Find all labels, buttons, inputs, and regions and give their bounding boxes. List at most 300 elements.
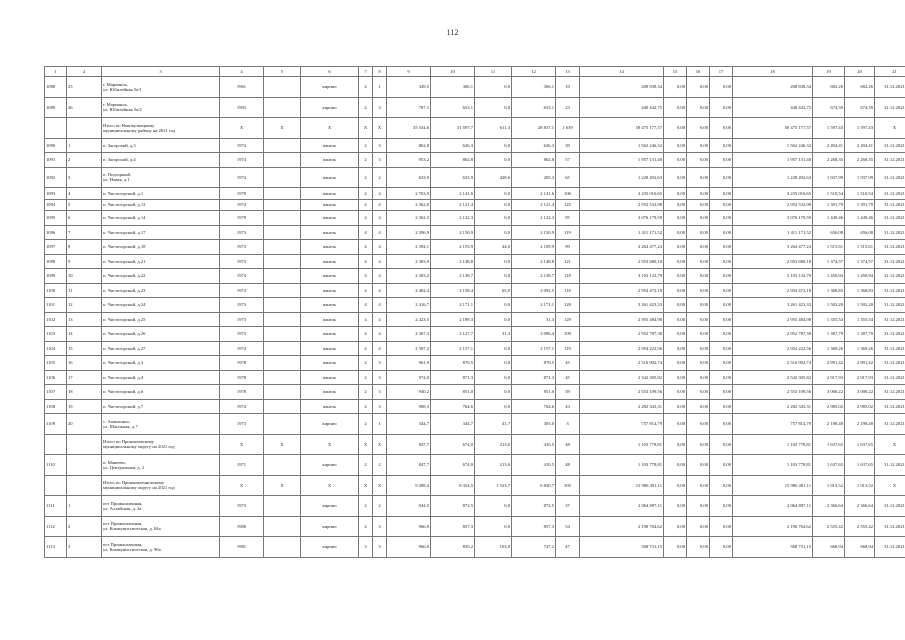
table-cell: 1973 (220, 298, 264, 313)
address-cell: с. Апанасино, ул. Школьная, д.7 (102, 414, 220, 435)
address-cell: п. Загорский, д.4 (102, 153, 220, 168)
table-cell: 0,00 (710, 496, 733, 517)
table-cell: 0,00 (664, 475, 687, 496)
table-cell: 0,0 (475, 254, 512, 269)
table-cell: 65,9 (475, 283, 512, 298)
table-cell: 1 103 778,81 (733, 455, 813, 476)
column-header: 2 (67, 67, 102, 77)
table-row (45, 356, 905, 371)
table-row (45, 414, 905, 435)
table-cell (264, 153, 301, 168)
table-cell: 4 (359, 327, 373, 342)
table-cell: 0,00 (687, 341, 710, 356)
table-cell: 54 (556, 516, 580, 537)
table-cell: 1973 (220, 254, 264, 269)
table-cell: 0,00 (687, 269, 710, 284)
table-cell: 1973 (220, 312, 264, 327)
table-cell: 2 148,8 (431, 254, 475, 269)
table-cell: X (875, 434, 905, 455)
table-cell: 4 (67, 188, 102, 200)
table-row (45, 298, 905, 313)
table-cell: 3 103 132,79 (733, 269, 813, 284)
table-cell: 0,00 (710, 312, 733, 327)
table-cell: 0,00 (710, 434, 733, 455)
table-cell: 3 (373, 356, 387, 371)
table-row (45, 269, 905, 284)
table-cell: 0,00 (664, 97, 687, 118)
page-number: 112 (446, 28, 459, 37)
address-cell: п. Чистогорский, д.13 (102, 199, 220, 211)
table-cell: 1971 (220, 455, 264, 476)
table-cell: 45 (556, 356, 580, 371)
table-cell: 0,0 (475, 211, 512, 226)
table-cell: 2 396,9 (387, 225, 431, 240)
table-cell: 0,00 (664, 385, 687, 400)
table-cell: 668,94 (845, 537, 875, 558)
table-cell (264, 77, 301, 98)
table-cell: 41,7 (475, 414, 512, 435)
table-cell: 2 (359, 356, 373, 371)
table-cell: 961,9 (387, 356, 431, 371)
table-cell: 45 (556, 370, 580, 385)
table-cell: 119 (556, 341, 580, 356)
table-cell: 674,39 (813, 97, 845, 118)
table-cell: 1 449,46 (813, 211, 845, 226)
table-cell: 966,0 (387, 516, 431, 537)
address-cell: п. Чистогорский, д.1 (102, 188, 220, 200)
table-row (45, 240, 905, 255)
table-cell: 0,00 (710, 153, 733, 168)
table-cell: 2 953 680,18 (733, 254, 813, 269)
table-row (45, 118, 905, 139)
table-cell: 395 (556, 475, 580, 496)
table-cell: панель (301, 153, 359, 168)
table-cell: 0,0 (475, 370, 512, 385)
table-cell: X (301, 475, 359, 496)
table-cell: 0,00 (687, 370, 710, 385)
table-cell: 2 282 343,31 (733, 399, 813, 414)
table-cell: 611,3 (475, 118, 512, 139)
table-cell: 1 597,43 (845, 118, 875, 139)
table-cell: 2 985,02 (813, 399, 845, 414)
table-cell (264, 138, 301, 153)
table-cell: 0,00 (687, 138, 710, 153)
table-cell: 1103 (45, 327, 67, 342)
table-cell: 1 355,54 (813, 312, 845, 327)
table-cell: 0,00 (710, 414, 733, 435)
table-cell: 306,1 (512, 77, 556, 98)
table-row (45, 97, 905, 118)
address-cell: п. Чистогорский, д.4 (102, 370, 220, 385)
table-cell: 2 282 343,31 (580, 399, 664, 414)
table-cell: 0,00 (664, 283, 687, 298)
column-header: 19 (813, 67, 845, 77)
table-cell: кирпич (301, 516, 359, 537)
table-cell: 1974 (220, 341, 264, 356)
table-cell: 1112 (45, 516, 67, 537)
address-cell: п. Чистогорский, д.18 (102, 240, 220, 255)
table-cell: 870,5 (512, 356, 556, 371)
table-cell: 2 (359, 399, 373, 414)
table-cell: 4 (359, 312, 373, 327)
table-cell: 1 913,52 (845, 475, 875, 496)
table-cell: 0,00 (710, 516, 733, 537)
table-cell: 944,5 (387, 496, 431, 517)
table-cell: 2 (359, 516, 373, 537)
table-cell: 208 838,34 (580, 77, 664, 98)
table-cell: 2 952 532,98 (733, 199, 813, 211)
table-cell: 3 235 016,65 (580, 188, 664, 200)
table-cell: 2 383,2 (387, 269, 431, 284)
column-header: 15 (664, 67, 687, 77)
table-cell: 1 515,61 (813, 240, 845, 255)
table-cell (67, 475, 102, 496)
table-cell: 2 (359, 77, 373, 98)
table-cell: 0,00 (664, 356, 687, 371)
table-cell: 4 (359, 188, 373, 200)
table-row (45, 455, 905, 476)
table-cell: 0,00 (710, 356, 733, 371)
table-cell: 2 763,9 (387, 188, 431, 200)
table-cell: 871,3 (431, 370, 475, 385)
address-cell: п. Чистогорский, д.23 (102, 283, 220, 298)
table-cell: 31.12.2021 (875, 97, 905, 118)
table-cell: 95 (556, 211, 580, 226)
table-cell: 4 (359, 240, 373, 255)
table-cell: 0,00 (687, 385, 710, 400)
table-cell: 1 411 171,52 (580, 225, 664, 240)
table-cell: 1 (373, 414, 387, 435)
address-cell: г. Мариинск, ул. Юбилейная 5а/1 (102, 77, 220, 98)
table-cell: 1 937,99 (845, 167, 875, 188)
table-cell: 2 092,5 (512, 283, 556, 298)
table-cell: 0,0 (475, 269, 512, 284)
table-cell: X (220, 475, 264, 496)
table-cell: 0,00 (664, 153, 687, 168)
address-cell: Итого по Промышленновскому муниципальному округу на 2021 год (102, 475, 220, 496)
table-cell: 1973 (220, 414, 264, 435)
table-cell: 862,8 (387, 138, 431, 153)
table-cell: X (301, 434, 359, 455)
table-cell: 2 122,3 (512, 211, 556, 226)
table-cell: 0,00 (710, 455, 733, 476)
table-cell: 3 076 179,59 (733, 211, 813, 226)
table-cell: 0,00 (664, 455, 687, 476)
table-cell: 18 (67, 385, 102, 400)
table-cell: 125 (556, 199, 580, 211)
table-cell (264, 240, 301, 255)
table-cell: 682,26 (845, 77, 875, 98)
address-cell: Итого по Новокузнецкому муниципальному району на 2021 год (102, 118, 220, 139)
table-cell: 0,00 (687, 414, 710, 435)
table-cell (67, 455, 102, 476)
table-cell: панель (301, 341, 359, 356)
table-cell: 0,00 (710, 77, 733, 98)
table-cell: 1092 (45, 167, 67, 188)
table-cell: 1973 (220, 225, 264, 240)
table-cell: 2 516 902,74 (733, 356, 813, 371)
address-cell: п. Чистогорский, д.26 (102, 327, 220, 342)
table-cell: 0,00 (664, 118, 687, 139)
table-cell: 39 (556, 138, 580, 153)
table-cell: 1095 (45, 211, 67, 226)
table-cell: 4 (373, 211, 387, 226)
table-cell: 0,00 (664, 211, 687, 226)
table-cell: 1978 (220, 385, 264, 400)
table-cell: 1978 (220, 356, 264, 371)
header-row (45, 67, 905, 77)
table-cell: 3 261 423,33 (733, 298, 813, 313)
table-cell: 0,0 (475, 356, 512, 371)
address-cell: п. Чистогорский, д.6 (102, 385, 220, 400)
table-cell: 31,3 (475, 327, 512, 342)
table-row (45, 254, 905, 269)
table-cell: 1 562 246,32 (580, 138, 664, 153)
table-cell: 1 450,94 (813, 269, 845, 284)
table-cell: 31.12.2021 (875, 138, 905, 153)
table-cell: 862,8 (431, 153, 475, 168)
column-header: 6 (301, 67, 359, 77)
table-cell: 0,00 (710, 385, 733, 400)
table-cell: 1093 (45, 188, 67, 200)
column-header: 17 (710, 67, 733, 77)
table-cell: 1 523,7 (475, 475, 512, 496)
table-cell: X (220, 434, 264, 455)
table-cell: 31.12.2021 (875, 356, 905, 371)
table-cell: 1978 (220, 370, 264, 385)
table-cell: 4 (373, 283, 387, 298)
table-cell: 1088 (45, 77, 67, 98)
table-cell: 0,00 (710, 399, 733, 414)
column-header: 9 (387, 67, 431, 77)
table-cell: X (373, 434, 387, 455)
table-cell: 3 (373, 370, 387, 385)
table-cell: 1961 (220, 77, 264, 98)
table-cell: 35 334,6 (387, 118, 431, 139)
table-cell: 1 368,83 (845, 283, 875, 298)
table-cell: 2 (359, 385, 373, 400)
table-cell: панель (301, 370, 359, 385)
table-cell: 653,1 (512, 97, 556, 118)
table-cell: 3 000,22 (813, 385, 845, 400)
table-cell: 16 (67, 356, 102, 371)
table-cell: 0,00 (687, 399, 710, 414)
table-cell: X (875, 475, 905, 496)
address-cell: п. Манеево, ул. Центральная, д. 2 (102, 455, 220, 476)
table-cell: 568 731,15 (733, 537, 813, 558)
table-cell: 15 (67, 341, 102, 356)
table-cell: 1 450,94 (845, 269, 875, 284)
column-header: 21 (875, 67, 905, 77)
table-row (45, 188, 905, 200)
table-cell: 0,00 (664, 254, 687, 269)
table-cell: 31,3 (512, 312, 556, 327)
table-cell: 13 (67, 312, 102, 327)
table-cell: X (359, 434, 373, 455)
table-cell: 0,00 (710, 341, 733, 356)
table-cell: 31.12.2021 (875, 225, 905, 240)
table-cell: 2 953 680,18 (580, 254, 664, 269)
table-cell: 0,00 (664, 516, 687, 537)
table-cell: 31.12.2021 (875, 199, 905, 211)
table-cell: 0,00 (687, 167, 710, 188)
table-cell: 0,00 (664, 167, 687, 188)
column-header: 7 (359, 67, 373, 77)
table-cell: 10 (67, 269, 102, 284)
table-cell: 940,2 (387, 385, 431, 400)
table-cell: 1 502,20 (845, 298, 875, 313)
table-cell: 674,39 (845, 97, 875, 118)
table-cell: 2 362,5 (387, 211, 431, 226)
column-header: 4 (220, 67, 264, 77)
table-cell: панель (301, 385, 359, 400)
table-cell: 2 (359, 167, 373, 188)
table-cell: 0,00 (710, 167, 733, 188)
table-cell: 0,00 (664, 188, 687, 200)
address-cell: пгт Промышленная, ул. Коммунистическая, д. 84а (102, 516, 220, 537)
table-cell (264, 188, 301, 200)
table-cell: 121 (556, 254, 580, 269)
column-header: 18 (733, 67, 813, 77)
table-cell: 2 (359, 496, 373, 517)
table-cell: 1979 (220, 188, 264, 200)
table-cell: 0,00 (710, 537, 733, 558)
table-cell (264, 211, 301, 226)
table-cell (264, 283, 301, 298)
table-cell: 2 494,41 (845, 138, 875, 153)
table-cell: 26 (67, 97, 102, 118)
table-cell: панель (301, 399, 359, 414)
table-cell: 0,00 (664, 225, 687, 240)
table-cell: 2 171,1 (512, 298, 556, 313)
table-cell: 14 (67, 327, 102, 342)
table-cell: 7 (67, 225, 102, 240)
table-cell: 1993 (220, 97, 264, 118)
table-cell (264, 97, 301, 118)
table-cell: 0,00 (664, 312, 687, 327)
table-cell: 1 449,46 (845, 211, 875, 226)
table-cell: 4 (373, 188, 387, 200)
table-cell: X (264, 118, 301, 139)
table-cell: 1099 (45, 269, 67, 284)
table-cell: 850,2 (431, 537, 475, 558)
table-cell: 1 (67, 496, 102, 517)
table-cell: 3 264 477,24 (733, 240, 813, 255)
table-cell: 633,9 (387, 167, 431, 188)
table-cell: 1980 (220, 516, 264, 537)
table-cell: X (264, 434, 301, 455)
address-cell: п. Чистогорский, д.22 (102, 269, 220, 284)
table-cell: 2 064 897,11 (580, 496, 664, 517)
table-cell: 129 (556, 312, 580, 327)
table-cell: 870,5 (431, 356, 475, 371)
table-cell: 2 138,7 (512, 269, 556, 284)
table-cell: 48 (556, 455, 580, 476)
table-cell: 4 (359, 254, 373, 269)
table-cell: 1102 (45, 312, 67, 327)
table-cell: 857,3 (431, 516, 475, 537)
table-cell: 626,3 (431, 138, 475, 153)
table-cell: 0,00 (710, 211, 733, 226)
table-cell: 1096 (45, 225, 67, 240)
housing-register-table (44, 66, 905, 558)
table-cell: 31.12.2021 (875, 254, 905, 269)
table-cell: 0,00 (664, 414, 687, 435)
table-cell: 47 (556, 537, 580, 558)
table-cell: 2 954 222,56 (580, 341, 664, 356)
table-cell: 0,00 (664, 327, 687, 342)
table-cell: 1 374,57 (813, 254, 845, 269)
table-cell (45, 475, 67, 496)
table-cell: 0,00 (687, 211, 710, 226)
table-cell: 1 637,65 (813, 455, 845, 476)
table-cell: 1106 (45, 370, 67, 385)
table-cell: 2 153,9 (431, 240, 475, 255)
table-cell: 31.12.2021 (875, 399, 905, 414)
table-cell: 1 937,99 (813, 167, 845, 188)
table-cell: 747,2 (512, 537, 556, 558)
table-cell: 2 127,7 (431, 327, 475, 342)
table-cell: 2 494,41 (813, 138, 845, 153)
table-cell: 0,00 (687, 434, 710, 455)
table-cell: 656,08 (845, 225, 875, 240)
table-cell: 20 (67, 414, 102, 435)
table-cell: 119 (556, 225, 580, 240)
table-cell: 2 952 532,98 (580, 199, 664, 211)
table-cell: 2 542 305,82 (580, 370, 664, 385)
table-cell: 1974 (220, 167, 264, 188)
table-cell: 0,0 (475, 399, 512, 414)
table-cell: 0,00 (710, 118, 733, 139)
table-cell: панель (301, 188, 359, 200)
table-cell: 871,3 (512, 370, 556, 385)
table-cell: панель (301, 199, 359, 211)
table-cell: 118 (556, 269, 580, 284)
table-cell: 2 157,1 (431, 341, 475, 356)
table-cell: 10 (556, 77, 580, 98)
table-cell: 626,3 (512, 138, 556, 153)
table-row (45, 475, 905, 496)
table-cell: 988,3 (387, 399, 431, 414)
table-cell: 2 (67, 153, 102, 168)
table-cell: 0,00 (664, 370, 687, 385)
table-cell: 1098 (45, 254, 67, 269)
address-cell: п. Загорский, д.3 (102, 138, 220, 153)
table-cell: 109 (556, 327, 580, 342)
table-cell: X (359, 118, 373, 139)
table-cell: 1974 (220, 138, 264, 153)
table-cell: 4 (359, 211, 373, 226)
table-cell (67, 118, 102, 139)
table-cell: 2 397,2 (387, 341, 431, 356)
address-cell: Итого по Прокопьевскому муниципальному округу на 2021 год (102, 434, 220, 455)
table-cell: 2 148,8 (512, 254, 556, 269)
table-cell: 0,00 (710, 138, 733, 153)
table-cell: 0,00 (710, 370, 733, 385)
table-cell: 0,00 (664, 399, 687, 414)
table-cell: 1 228 492,63 (580, 167, 664, 188)
table-cell (264, 225, 301, 240)
table-cell: кирпич (301, 414, 359, 435)
table-cell: 2 064 897,11 (733, 496, 813, 517)
table-cell: 50 475 177,57 (733, 118, 813, 139)
table-cell: 2 096,4 (512, 327, 556, 342)
address-cell: п. Чистогорский, д.21 (102, 254, 220, 269)
address-cell: г. Мариинск, ул. Юбилейная 5а/2 (102, 97, 220, 118)
table-cell: 28 837,1 (512, 118, 556, 139)
table-cell: 0,00 (664, 138, 687, 153)
table-row (45, 167, 905, 188)
